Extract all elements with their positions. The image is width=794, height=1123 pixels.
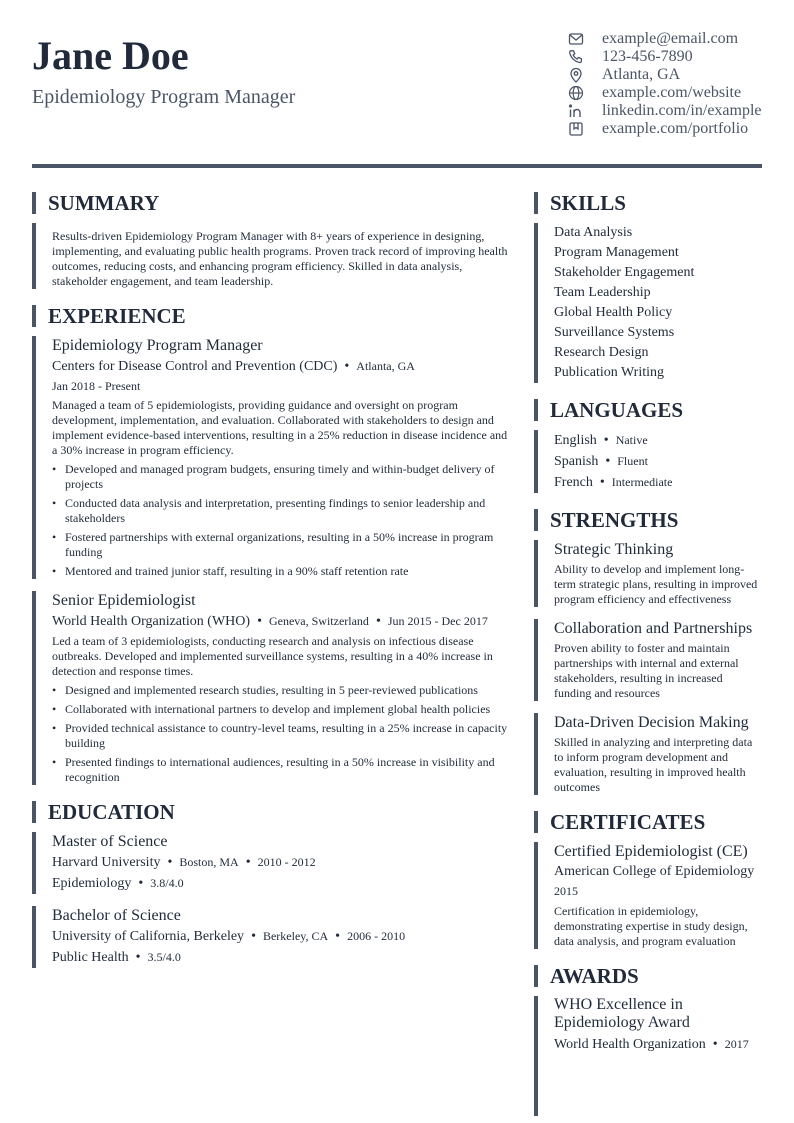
summary-block [32,223,512,289]
certificate-issuer: American College of Epidemiology [554,864,755,879]
field-of-study: Public Health [52,950,129,965]
experience-heading: EXPERIENCE [32,305,512,327]
award-line [554,1034,762,1055]
summary-text: Results-driven Epidemiology Program Manager with 8+ years of experience in designing, implementing, and evaluating public health programs. Proven track record of improving health outcomes, reducing costs, and enhancing program efficiency. Skilled in data analysis, stakeholder engagement, and team leadership. [52,229,508,288]
gpa: 3.5/4.0 [147,950,181,964]
education-item [32,832,512,894]
certificate-desc: Certification in epidemiology, demonstrating expertise in study design, data analysis, and program evaluation [554,904,748,948]
job-org-line [52,611,512,632]
strength-desc: Proven ability to foster and maintain partnerships with internal and external stakeholders, resulting in increased funding and resources [554,641,739,700]
degree: Master of Science [52,833,168,850]
languages-block [534,430,762,493]
certificate-year: 2015 [554,884,578,898]
phone-icon [568,49,584,65]
linkedin-icon [568,103,584,119]
separator-dot: • [599,475,605,490]
separator-dot: • [257,614,262,629]
job-dates: Jun 2015 - Dec 2017 [387,614,488,628]
language-level: Fluent [617,454,648,468]
school-dates: 2010 - 2012 [257,855,316,869]
school-location: Berkeley, CA [262,929,329,943]
award-issuer: World Health Organization [554,1037,706,1052]
header-divider [32,164,762,168]
job-org: World Health Organization (WHO) [52,614,251,629]
separator-dot: • [251,929,256,944]
skill-item: Research Design [554,345,649,360]
job-description: Managed a team of 5 epidemiologists, providing guidance and oversight on program development, implementation, and evaluation. Collaborated with stakeholders to design and implement evidence-based interventions, resulting in a 25% reduction in disease incidence and a 30% increase in program efficiency. [52,398,508,457]
certificate-title: Certified Epidemiologist (CE) [554,843,748,860]
award-year: 2017 [724,1037,749,1051]
award-title: WHO Excellence in Epidemiology Award [554,996,690,1031]
contact-list [568,30,768,138]
bullet-item: • Presented findings to international audiences, resulting in a 50% increase in visibility and recognition [52,755,512,785]
contact-linkedin[interactable] [568,102,768,120]
certificate-item [534,842,762,949]
bullet-item: • Provided technical assistance to country-level teams, resulting in a 25% increase in capacity building [52,721,512,751]
experience-item [32,591,512,785]
field-line [52,873,512,894]
contact-phone[interactable] [568,48,768,66]
strength-title: Data-Driven Decision Making [554,714,749,731]
separator-dot: • [375,614,381,629]
language-name: English [554,433,597,448]
job-dates: Jan 2018 - Present [52,379,141,393]
strength-item [534,713,762,795]
strength-title: Strategic Thinking [554,541,674,558]
strength-title: Collaboration and Partnerships [554,620,753,637]
school-line [52,852,512,873]
globe-icon [568,85,584,101]
award-item [534,996,762,1116]
language-level: Intermediate [611,475,673,489]
job-title: Epidemiology Program Manager [52,337,263,354]
job-location: Geneva, Switzerland [268,614,369,628]
skill-item: Surveillance Systems [554,325,675,340]
contact-location [568,66,768,84]
bullet-item: • Fostered partnerships with external organizations, resulting in a 50% increase in program funding [52,530,512,560]
candidate-name: Jane Doe [32,33,189,78]
contact-portfolio[interactable] [568,120,768,138]
language-level: Native [615,433,648,447]
skill-item: Program Management [554,245,679,260]
certificates-heading: CERTIFICATES [534,811,762,833]
gpa: 3.8/4.0 [150,876,184,890]
education-item [32,906,512,968]
experience-item [32,336,512,579]
separator-dot: • [603,433,609,448]
job-bullets [52,683,512,785]
separator-dot: • [605,454,611,469]
summary-heading: SUMMARY [32,192,512,214]
contact-location-text: Atlanta, GA [602,66,681,83]
skill-item: Global Health Policy [554,305,673,320]
separator-dot: • [344,359,350,374]
separator-dot: • [712,1037,718,1052]
education-heading: EDUCATION [32,801,512,823]
mail-icon [568,31,584,47]
strength-desc: Ability to develop and implement long-term strategic plans, resulting in improved program efficiency and effectiveness [554,562,758,606]
skills-block [534,223,762,383]
bullet-item: • Mentored and trained junior staff, resulting in a 90% staff retention rate [52,564,512,579]
language-name: Spanish [554,454,599,469]
school-line [52,926,512,947]
location-icon [568,67,584,83]
job-description: Led a team of 3 epidemiologists, conducting research and analysis on infectious disease outbreaks. Developed and implemented surveillance systems, resulting in a 40% increase in detection and response times. [52,634,493,678]
bullet-item: • Conducted data analysis and interpretation, presenting findings to senior leadership and stakeholders [52,496,512,526]
language-item [554,472,762,493]
bullet-item: • Designed and implemented research studies, resulting in 5 peer-reviewed publications [52,683,512,698]
job-title: Senior Epidemiologist [52,592,196,609]
strength-desc: Skilled in analyzing and interpreting data to inform program development and evaluation, resulting in improved health outcomes [554,735,753,794]
school-location: Boston, MA [179,855,239,869]
contact-linkedin-text: linkedin.com/in/example [602,102,762,119]
school: Harvard University [52,855,161,870]
bullet-item: • Collaborated with international partners to develop and implement global health policies [52,702,512,717]
contact-website-text: example.com/website [602,84,742,101]
contact-portfolio-text: example.com/portfolio [602,120,749,137]
skills-heading: SKILLS [534,192,762,214]
language-item [554,430,762,451]
skill-item: Team Leadership [554,285,651,300]
portfolio-icon [568,121,584,137]
bullet-item: • Developed and managed program budgets, ensuring timely and within-budget delivery of projects [52,462,512,492]
contact-website[interactable] [568,84,768,102]
school: University of California, Berkeley [52,929,245,944]
header [32,30,762,150]
field-line [52,947,512,968]
skill-item: Stakeholder Engagement [554,265,695,280]
separator-dot: • [335,929,341,944]
contact-email-text: example@email.com [602,30,739,47]
contact-phone-text: 123-456-7890 [602,48,693,65]
separator-dot: • [135,950,141,965]
skill-item: Publication Writing [554,365,665,380]
left-column [32,192,512,968]
job-bullets [52,462,512,579]
separator-dot: • [138,876,144,891]
separator-dot: • [167,855,173,870]
awards-heading: AWARDS [534,965,762,987]
field-of-study: Epidemiology [52,876,132,891]
job-org: Centers for Disease Control and Prevention (CDC) [52,359,338,374]
languages-heading: LANGUAGES [534,399,762,421]
strengths-heading: STRENGTHS [534,509,762,531]
strength-item [534,540,762,607]
separator-dot: • [245,855,251,870]
contact-email[interactable] [568,30,768,48]
job-location: Atlanta, GA [356,359,415,373]
job-org-line [52,356,512,377]
right-column [534,192,762,1116]
skill-item: Data Analysis [554,225,633,240]
strength-item [534,619,762,701]
school-dates: 2006 - 2010 [347,929,406,943]
language-name: French [554,475,593,490]
degree: Bachelor of Science [52,907,181,924]
candidate-title: Epidemiology Program Manager [32,86,296,108]
language-item [554,451,762,472]
